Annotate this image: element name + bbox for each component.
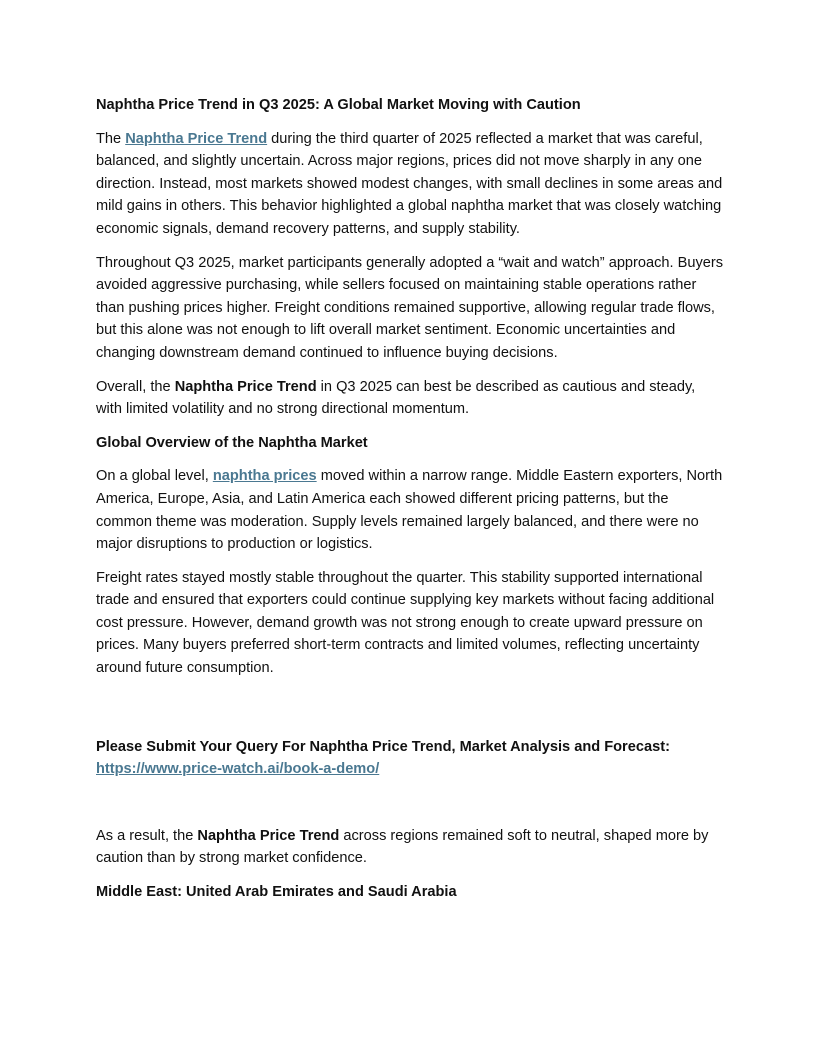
intro-paragraph [96,128,724,241]
text-run: across regions remained soft to neutral, shaped more by caution than by strong market confidence. [96,827,709,867]
bold-term: Naphtha Price Trend [174,378,317,395]
query-callout [96,736,724,781]
naphtha-prices-link[interactable]: naphtha prices [212,468,317,485]
text-run: moved within a narrow range. Middle Eastern exporters, North America, Europe, Asia, and Latin America each showed different pricing patterns, but the common theme was moderation. Supply levels remained largely balanced, and there were no major disruptions to production or logistics. [96,468,723,553]
text-run: On a global level, [96,468,213,485]
global-overview-heading: Global Overview of the Naphtha Market [96,434,368,451]
global-paragraph [96,465,724,555]
naphtha-price-trend-link[interactable]: Naphtha Price Trend [125,130,268,147]
bold-term: Naphtha Price Trend [197,827,340,844]
spacer [96,792,724,825]
query-text: Please Submit Your Query For Naphtha Price Trend, Market Analysis and Forecast: [96,738,670,755]
middle-east-heading: Middle East: United Arab Emirates and Saudi Arabia [96,884,457,901]
overall-paragraph [96,376,724,421]
document-page [96,94,724,915]
book-demo-link[interactable]: https://www.price-watch.ai/book-a-demo/ [96,761,380,778]
text-run: in Q3 2025 can best be described as cautious and steady, with limited volatility and no strong directional momentum. [96,378,696,418]
text-run: during the third quarter of 2025 reflected a market that was careful, balanced, and slightly uncertain. Across major regions, prices did not move sharply in any one direction. Instead, most markets showed modest changes, with small declines in some areas and mild gains in others. This behavior highlighted a global naphtha market that was closely watching economic signals, demand recovery patterns, and supply stability. [96,130,723,237]
text-run: As a result, the [96,827,198,844]
main-heading: Naphtha Price Trend in Q3 2025: A Global Market Moving with Caution [96,97,581,113]
wait-and-watch-paragraph: Throughout Q3 2025, market participants generally adopted a “wait and watch” approach. Buyers avoided aggressive purchasing, while sellers focused on maintaining stable operations rather than pushing prices higher. Freight conditions remained supportive, allowing regular trade flows, but this alone was not enough to lift overall market sentiment. Economic uncertainties and changing downstream demand continued to influence buying decisions. [96,254,724,361]
text-run: The [96,130,126,147]
text-run: Overall, the [96,378,175,395]
spacer [96,691,724,736]
result-paragraph [96,825,724,870]
freight-paragraph: Freight rates stayed mostly stable throughout the quarter. This stability supported international trade and ensured that exporters could continue supplying key markets without facing additional cost pressure. However, demand growth was not strong enough to create upward pressure on prices. Many buyers preferred short-term contracts and limited volumes, reflecting uncertainty around future consumption. [96,569,715,677]
